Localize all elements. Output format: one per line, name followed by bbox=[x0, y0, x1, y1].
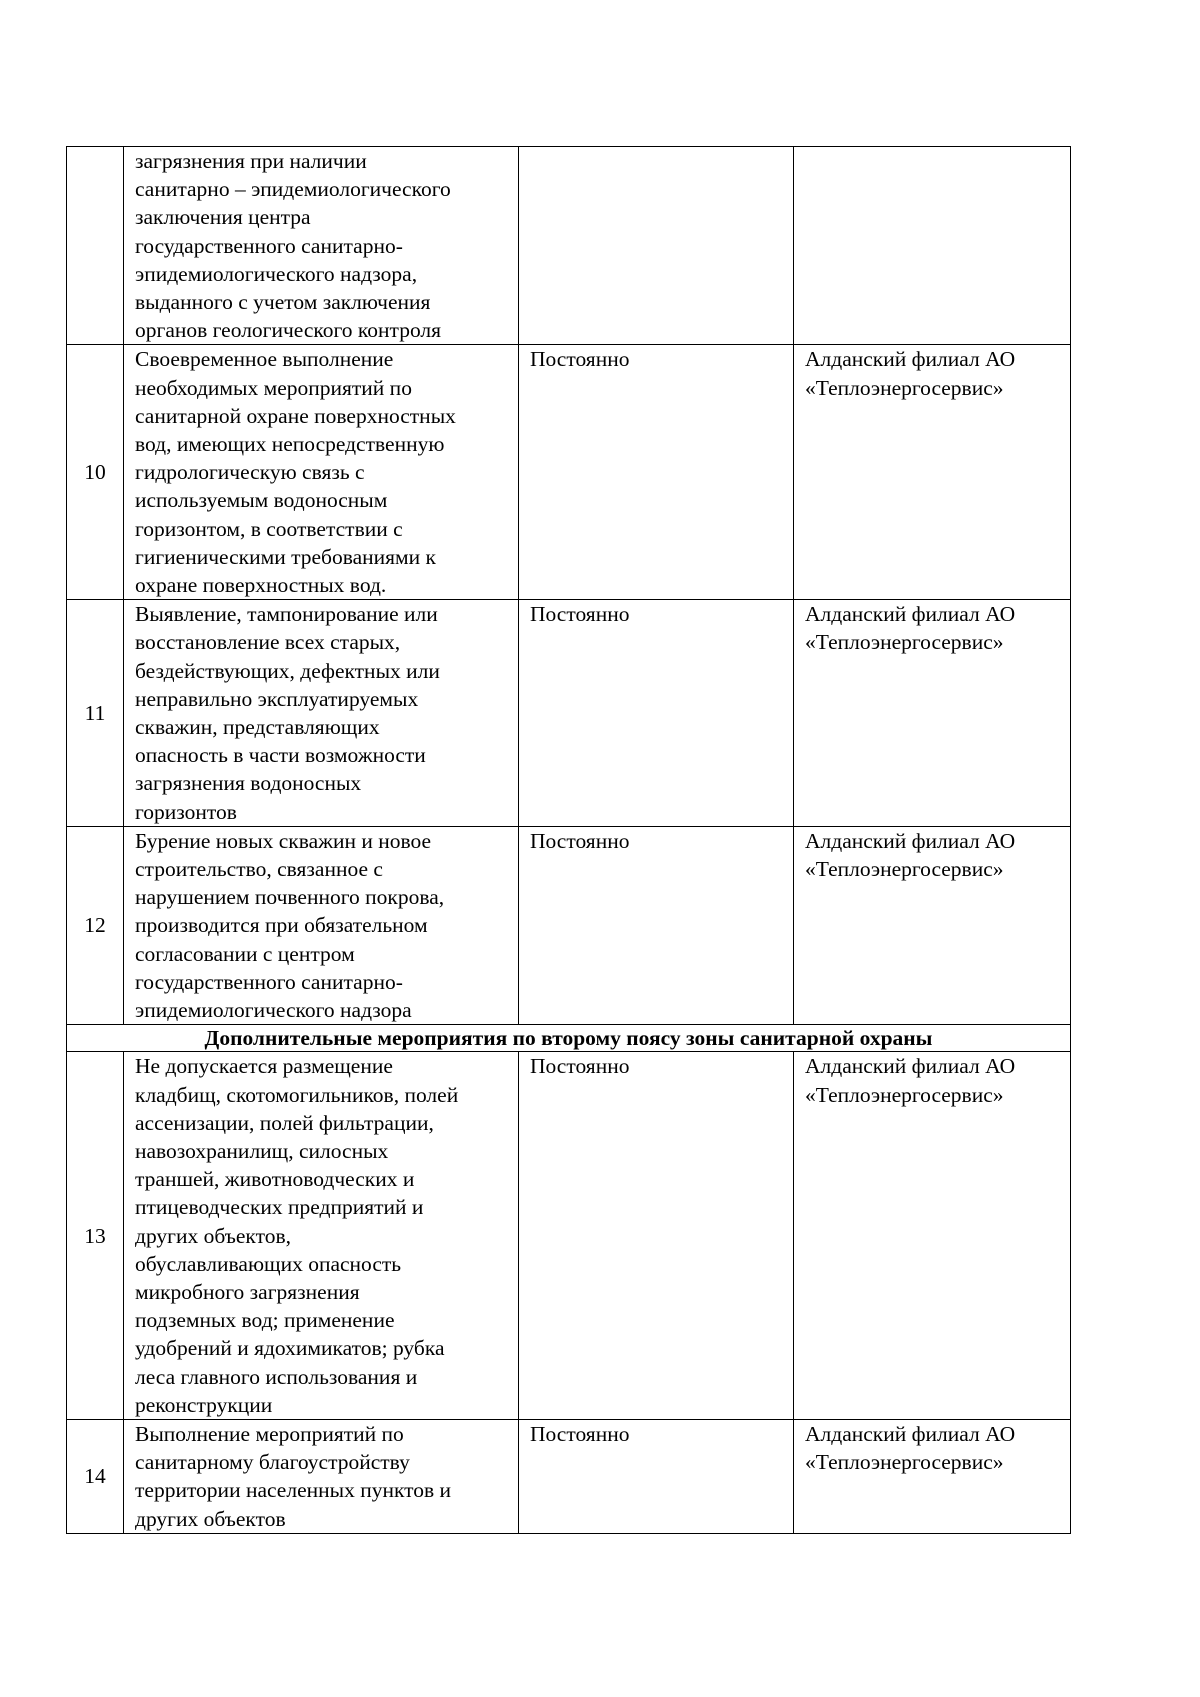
measure-responsible: Алданский филиал АО «Теплоэнергосервис» bbox=[794, 826, 1071, 1024]
measure-responsible bbox=[794, 147, 1071, 345]
measure-responsible: Алданский филиал АО «Теплоэнергосервис» bbox=[794, 600, 1071, 827]
measure-description: загрязнения при наличии санитарно – эпидемиологического заключения центра государственного санитарно- эпидемиологического надзора, выданного с учетом заключения органов геологического контроля bbox=[124, 147, 519, 345]
table-row bbox=[67, 826, 1071, 1024]
table-row bbox=[67, 1419, 1071, 1533]
row-number: 11 bbox=[67, 600, 124, 827]
row-number: 10 bbox=[67, 345, 124, 600]
measures-table bbox=[66, 146, 1071, 1534]
section-heading: Дополнительные мероприятия по второму поясу зоны санитарной охраны bbox=[67, 1025, 1071, 1052]
row-number: 13 bbox=[67, 1052, 124, 1420]
measure-description: Выполнение мероприятий по санитарному благоустройству территории населенных пунктов и других объектов bbox=[124, 1419, 519, 1533]
row-number bbox=[67, 147, 124, 345]
measure-responsible: Алданский филиал АО «Теплоэнергосервис» bbox=[794, 345, 1071, 600]
measure-description: Бурение новых скважин и новое строительство, связанное с нарушением почвенного покрова, производится при обязательном согласовании с центром государственного санитарно- эпидемиологического надзора bbox=[124, 826, 519, 1024]
row-number: 12 bbox=[67, 826, 124, 1024]
measure-term: Постоянно bbox=[519, 345, 794, 600]
measure-term: Постоянно bbox=[519, 1419, 794, 1533]
measure-term: Постоянно bbox=[519, 1052, 794, 1420]
measure-description: Своевременное выполнение необходимых мероприятий по санитарной охране поверхностных вод, имеющих непосредственную гидрологическую связь с используемым водоносным горизонтом, в соответствии с гигиеническими требованиями к охране поверхностных вод. bbox=[124, 345, 519, 600]
measure-term: Постоянно bbox=[519, 600, 794, 827]
section-heading-row bbox=[67, 1025, 1071, 1052]
row-number: 14 bbox=[67, 1419, 124, 1533]
measure-description: Выявление, тампонирование или восстановление всех старых, бездействующих, дефектных или неправильно эксплуатируемых скважин, представляющих опасность в части возможности загрязнения водоносных горизонтов bbox=[124, 600, 519, 827]
measure-term bbox=[519, 147, 794, 345]
table-row bbox=[67, 147, 1071, 345]
table-row bbox=[67, 600, 1071, 827]
measure-term: Постоянно bbox=[519, 826, 794, 1024]
measure-responsible: Алданский филиал АО «Теплоэнергосервис» bbox=[794, 1419, 1071, 1533]
measure-responsible: Алданский филиал АО «Теплоэнергосервис» bbox=[794, 1052, 1071, 1420]
table-row bbox=[67, 1052, 1071, 1420]
measure-description: Не допускается размещение кладбищ, скотомогильников, полей ассенизации, полей фильтрации, навозохранилищ, силосных траншей, животноводческих и птицеводческих предприятий и других объектов, обуславливающих опасность микробного загрязнения подземных вод; применение удобрений и ядохимикатов; рубка леса главного использования и реконструкции bbox=[124, 1052, 519, 1420]
table-row bbox=[67, 345, 1071, 600]
